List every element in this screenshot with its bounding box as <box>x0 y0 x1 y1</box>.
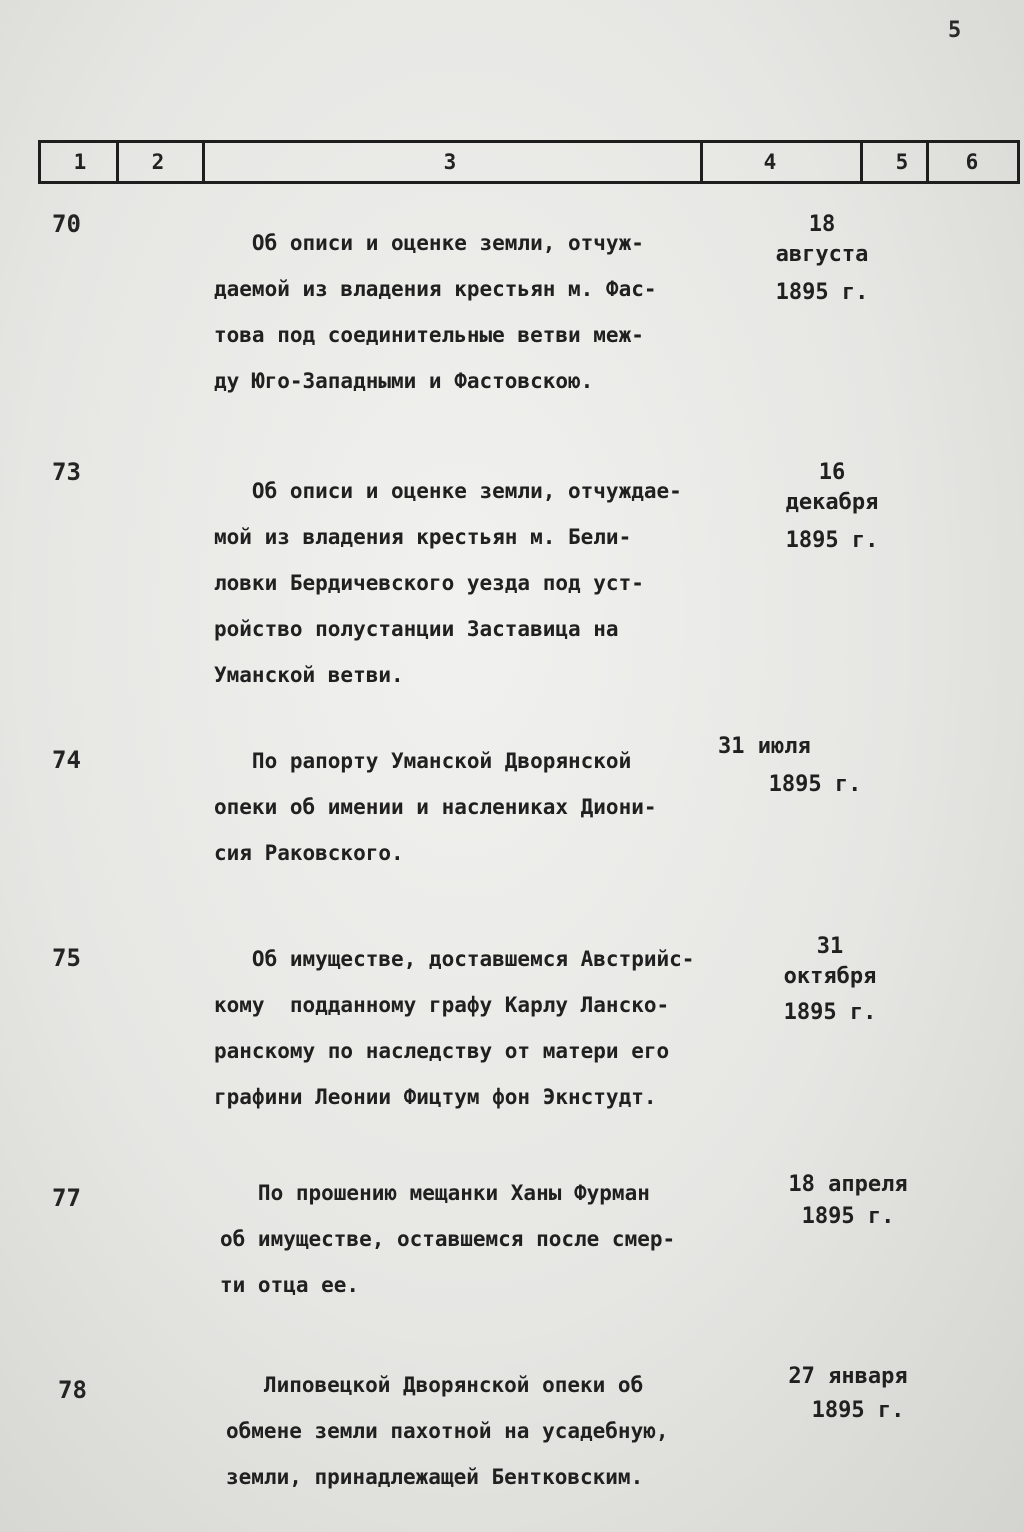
column-header-table <box>38 140 1020 184</box>
page-number: 5 <box>948 18 962 43</box>
date-year: 1895 г. <box>775 280 869 305</box>
date-year: 1895 г. <box>811 1398 905 1423</box>
entry-date <box>752 210 892 308</box>
entry-line: това под соединительные ветви меж- <box>214 323 644 347</box>
entry-date <box>760 932 900 1028</box>
date-month: августа <box>775 242 869 267</box>
entry-line: ранскому по наследству от матери его <box>214 1039 670 1063</box>
date-day: 31 <box>816 934 844 959</box>
entry-line: ловки Бердичевского уезда под уст- <box>214 571 644 595</box>
entry-date <box>712 732 882 800</box>
entry-line: По прошению мещанки Ханы Фурман <box>220 1181 650 1205</box>
header-divider <box>860 140 863 184</box>
entry-line: ду Юго-Западными и Фастовскою. <box>214 369 594 393</box>
entry-number: 74 <box>52 746 81 774</box>
entry-line: ройство полустанции Заставица на <box>214 617 619 641</box>
entry-date <box>768 1170 928 1232</box>
entry-date <box>768 1362 928 1426</box>
date-month: октября <box>783 964 877 989</box>
column-label-3: 3 <box>443 150 457 174</box>
entry-line: Об описи и оценке земли, отчуж- <box>214 231 644 255</box>
entry-description <box>214 468 754 698</box>
header-divider <box>926 140 929 184</box>
date-day-month: 31 июля <box>718 734 811 759</box>
entry-line: Об описи и оценке земли, отчуждае- <box>214 479 682 503</box>
column-label-5: 5 <box>895 150 909 174</box>
header-divider <box>116 140 119 184</box>
date-year: 1895 г. <box>801 1204 895 1229</box>
date-year: 1895 г. <box>768 772 862 797</box>
entry-line: опеки об имении и наслениках Диони- <box>214 795 657 819</box>
column-label-2: 2 <box>151 150 165 174</box>
date-day-month: 18 апреля <box>788 1172 908 1197</box>
date-year: 1895 г. <box>783 1000 877 1025</box>
column-label-1: 1 <box>73 150 87 174</box>
entry-line: графини Леонии Фицтум фон Экнстудт. <box>214 1085 657 1109</box>
header-divider <box>202 140 205 184</box>
entry-number: 70 <box>52 210 81 238</box>
entry-number: 73 <box>52 458 81 486</box>
entry-description <box>220 1170 760 1308</box>
entry-line: кому подданному графу Карлу Ланско- <box>214 993 670 1017</box>
entry-line: мой из владения крестьян м. Бели- <box>214 525 632 549</box>
entry-line: По рапорту Уманской Дворянской <box>214 749 632 773</box>
date-day: 18 <box>808 212 836 237</box>
entry-line: об имуществе, оставшемся после смер- <box>220 1227 676 1251</box>
entry-line: даемой из владения крестьян м. Фас- <box>214 277 657 301</box>
header-divider <box>1017 140 1020 184</box>
entry-line: ти отца ее. <box>220 1273 360 1297</box>
entry-number: 77 <box>52 1184 81 1212</box>
entry-date <box>762 458 902 556</box>
entry-description <box>214 936 754 1120</box>
entry-line: земли, принадлежащей Бентковским. <box>226 1465 644 1489</box>
header-top-rule <box>38 140 1020 143</box>
date-month: декабря <box>785 490 879 515</box>
header-divider <box>38 140 41 184</box>
entry-line: Уманской ветви. <box>214 663 404 687</box>
entry-line: Липовецкой Дворянской опеки об <box>226 1373 644 1397</box>
column-label-4: 4 <box>763 150 777 174</box>
date-year: 1895 г. <box>785 528 879 553</box>
entry-number: 78 <box>58 1376 87 1404</box>
entry-number: 75 <box>52 944 81 972</box>
date-day: 16 <box>818 460 846 485</box>
header-bottom-rule <box>38 181 1020 184</box>
header-divider <box>700 140 703 184</box>
date-day-month: 27 января <box>788 1364 908 1389</box>
entry-line: обмене земли пахотной на усадебную, <box>226 1419 669 1443</box>
entry-description <box>226 1362 766 1500</box>
entry-description <box>214 220 754 404</box>
column-label-6: 6 <box>965 150 979 174</box>
entry-line: Об имуществе, доставшемся Австрийс- <box>214 947 695 971</box>
entry-line: сия Раковского. <box>214 841 404 865</box>
entry-description <box>214 738 754 876</box>
